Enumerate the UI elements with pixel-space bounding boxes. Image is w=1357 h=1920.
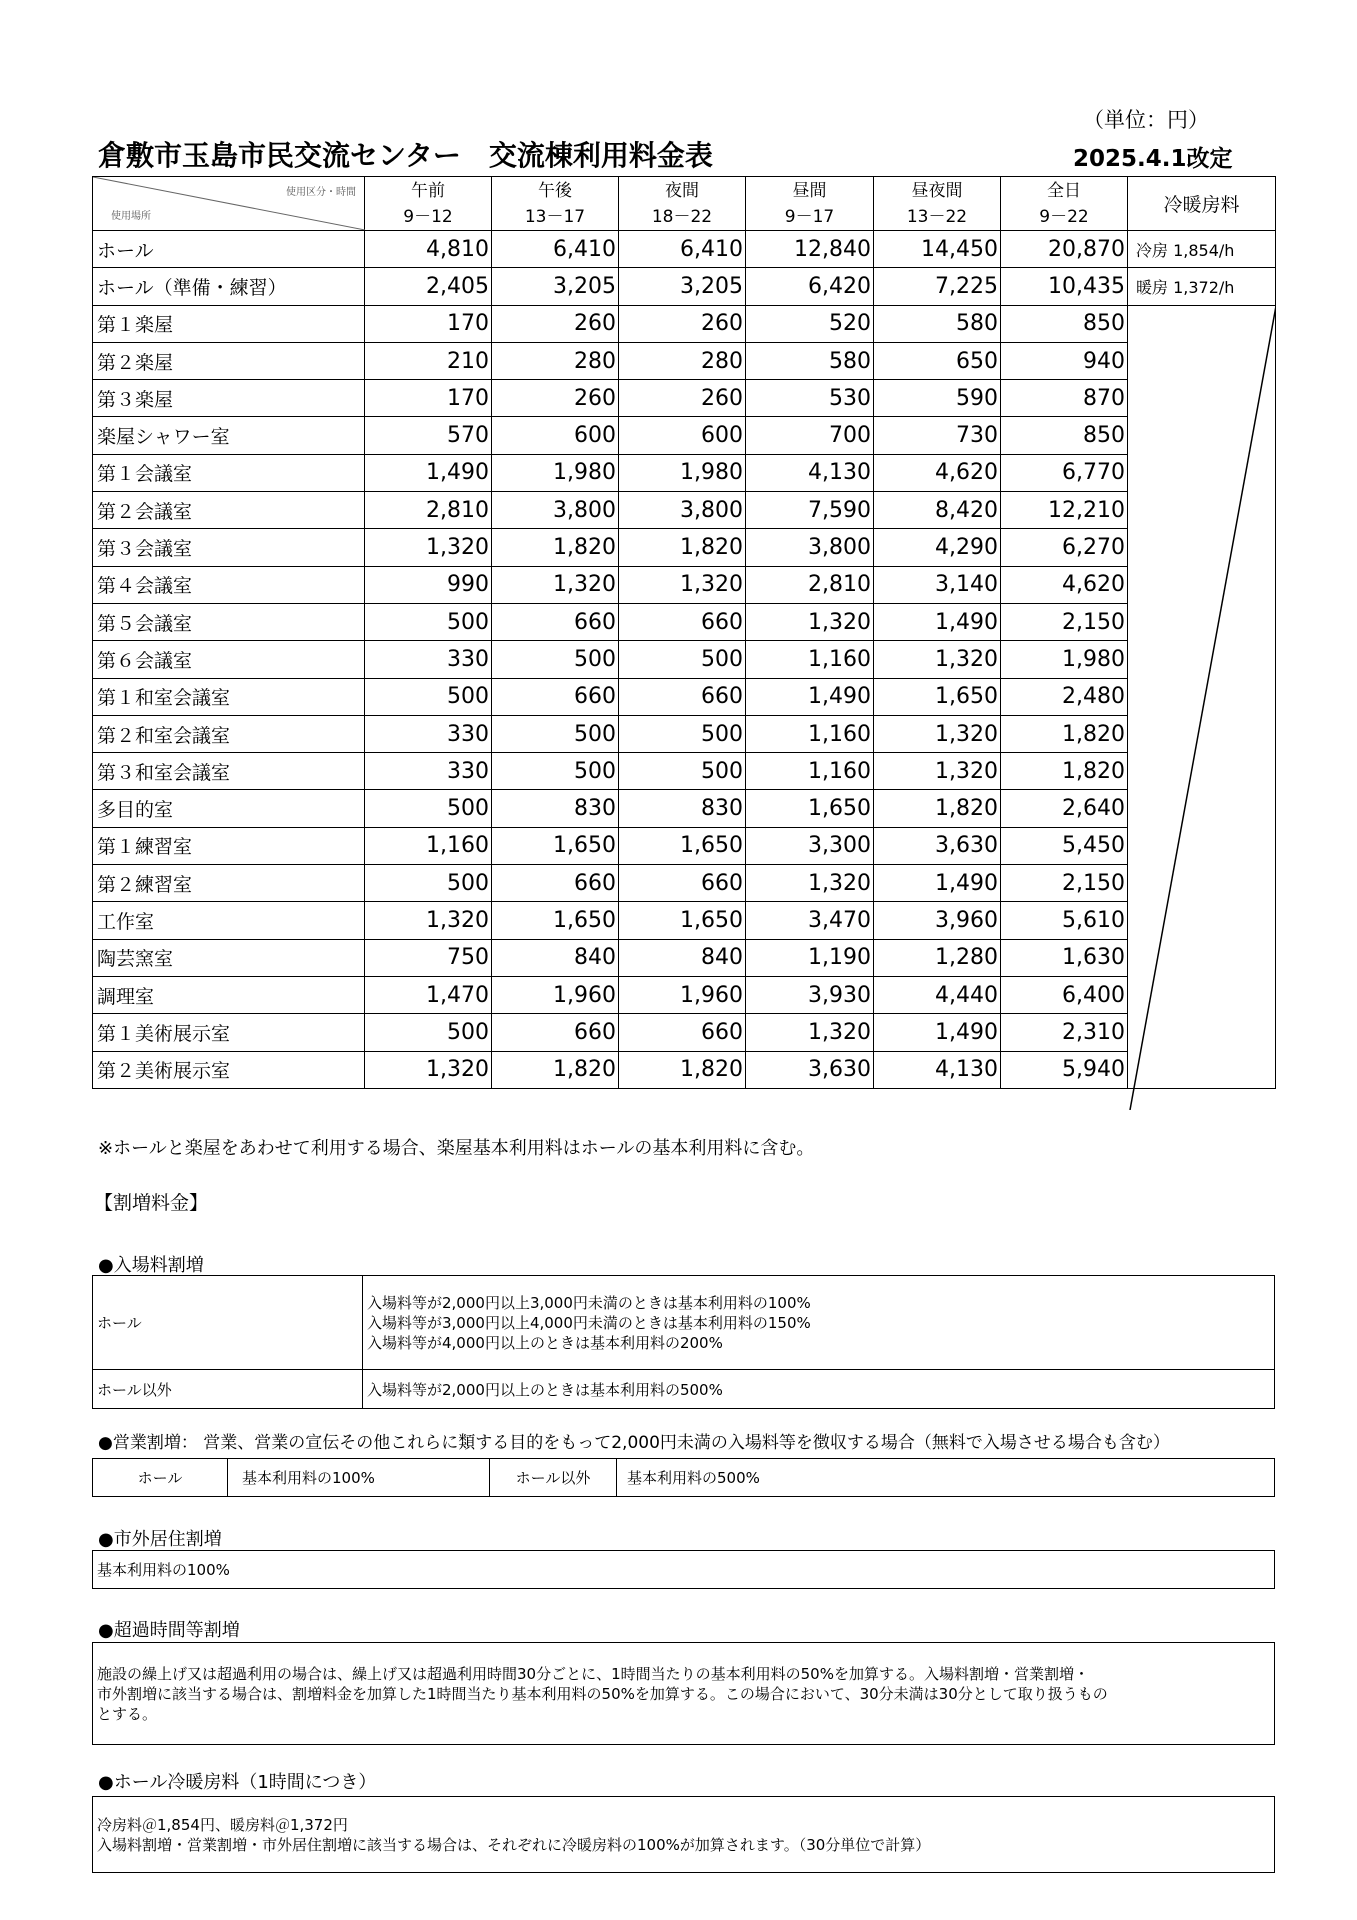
fee-cell: 1,820 <box>1001 715 1128 752</box>
fee-cell: 1,160 <box>746 753 874 790</box>
fee-cell: 500 <box>365 865 492 902</box>
fee-cell: 5,940 <box>1001 1051 1128 1088</box>
corner-bottom-label: 使用場所 <box>111 211 151 222</box>
fee-cell: 3,470 <box>746 902 874 939</box>
table-row <box>93 342 1276 379</box>
fee-cell: 1,820 <box>874 790 1001 827</box>
table-row <box>93 865 1276 902</box>
fee-cell: 1,160 <box>746 715 874 752</box>
corner-top-label: 使用区分・時間 <box>286 187 356 198</box>
overtime-surcharge-title: ●超過時間等割増 <box>98 1620 240 1641</box>
table-row <box>93 1459 1275 1497</box>
business-surcharge-table <box>92 1458 1275 1497</box>
room-name: 調理室 <box>93 976 365 1013</box>
fee-cell: 1,320 <box>746 865 874 902</box>
outside-surcharge-value: 基本利用料の100% <box>93 1551 1275 1589</box>
room-name: 第５会議室 <box>93 603 365 640</box>
fee-cell: 4,290 <box>874 529 1001 566</box>
fee-cell: 580 <box>746 342 874 379</box>
fee-cell: 1,820 <box>1001 753 1128 790</box>
fee-cell: 1,160 <box>746 641 874 678</box>
table-row <box>93 417 1276 454</box>
fee-cell: 3,300 <box>746 827 874 864</box>
table-row <box>93 1551 1275 1589</box>
fee-cell: 570 <box>365 417 492 454</box>
revision-date: 2025.4.1改定 <box>1073 146 1233 172</box>
fee-cell: 1,650 <box>492 902 619 939</box>
fee-cell: 6,270 <box>1001 529 1128 566</box>
table-row <box>93 492 1276 529</box>
fee-cell: 660 <box>619 603 746 640</box>
fee-cell: 4,130 <box>874 1051 1001 1088</box>
table-row <box>93 1051 1276 1088</box>
fee-cell: 7,225 <box>874 268 1001 305</box>
fee-cell: 520 <box>746 305 874 342</box>
room-name: 工作室 <box>93 902 365 939</box>
col-header-2: 夜間 18－22 <box>619 177 746 231</box>
fee-cell: 580 <box>874 305 1001 342</box>
table-row <box>93 976 1276 1013</box>
fee-cell: 3,960 <box>874 902 1001 939</box>
fee-cell: 1,280 <box>874 939 1001 976</box>
fee-cell: 1,820 <box>619 1051 746 1088</box>
corner-cell <box>93 177 365 231</box>
fee-cell: 6,420 <box>746 268 874 305</box>
col-header-3: 昼間 9－17 <box>746 177 874 231</box>
fee-cell: 6,410 <box>619 231 746 268</box>
fee-cell: 3,800 <box>619 492 746 529</box>
overtime-surcharge-text: 施設の繰上げ又は超過利用の場合は、繰上げ又は超過利用時間30分ごとに、1時間当たりの基本利用料の50%を加算する。入場料割増・営業割増・ 市外割増に該当する場合は、割増料金を加算した1時間当たり基本利用料の50%を加算する。この場合において、30分未満は30分として取り扱うもの とする。 <box>93 1643 1275 1745</box>
fee-cell: 3,205 <box>492 268 619 305</box>
admission-other-rule: 入場料等が2,000円以上のときは基本利用料の500% <box>363 1370 1275 1409</box>
table-row <box>93 305 1276 342</box>
fee-cell: 4,620 <box>1001 566 1128 603</box>
fee-cell: 500 <box>492 715 619 752</box>
table-row <box>93 268 1276 305</box>
ac-cooling-fee: 冷房 1,854/h <box>1128 231 1276 268</box>
overtime-surcharge-table <box>92 1642 1275 1745</box>
fee-cell: 210 <box>365 342 492 379</box>
ac-not-applicable-cell <box>1128 305 1276 1088</box>
business-other-label: ホール以外 <box>490 1459 617 1497</box>
page-title: 倉敷市玉島市民交流センター 交流棟利用料金表 <box>98 139 713 172</box>
fee-cell: 1,650 <box>619 827 746 864</box>
col-header-0: 午前 9－12 <box>365 177 492 231</box>
room-name: 第３会議室 <box>93 529 365 566</box>
fee-cell: 3,800 <box>746 529 874 566</box>
col-header-4: 昼夜間 13－22 <box>874 177 1001 231</box>
fee-cell: 650 <box>874 342 1001 379</box>
table-row <box>93 1370 1275 1409</box>
fee-cell: 1,470 <box>365 976 492 1013</box>
fee-cell: 1,650 <box>874 678 1001 715</box>
fee-cell: 260 <box>619 305 746 342</box>
fee-cell: 3,630 <box>874 827 1001 864</box>
fee-cell: 1,650 <box>619 902 746 939</box>
fee-table <box>92 176 1276 1089</box>
fee-cell: 840 <box>619 939 746 976</box>
fee-cell: 1,960 <box>492 976 619 1013</box>
fee-cell: 6,410 <box>492 231 619 268</box>
ac-header: 冷暖房料 <box>1128 177 1276 231</box>
fee-cell: 990 <box>365 566 492 603</box>
fee-cell: 1,320 <box>365 529 492 566</box>
table-row <box>93 678 1276 715</box>
fee-cell: 600 <box>492 417 619 454</box>
fee-cell: 1,490 <box>874 865 1001 902</box>
admission-surcharge-table <box>92 1275 1275 1409</box>
fee-cell: 2,405 <box>365 268 492 305</box>
room-name: 第２練習室 <box>93 865 365 902</box>
business-hall-value: 基本利用料の100% <box>228 1459 490 1497</box>
fee-cell: 3,930 <box>746 976 874 1013</box>
room-name: 第２美術展示室 <box>93 1051 365 1088</box>
fee-cell: 8,420 <box>874 492 1001 529</box>
fee-cell: 940 <box>1001 342 1128 379</box>
ac-heating-fee: 暖房 1,372/h <box>1128 268 1276 305</box>
fee-cell: 4,620 <box>874 454 1001 491</box>
room-name: 第３和室会議室 <box>93 753 365 790</box>
fee-cell: 1,980 <box>492 454 619 491</box>
fee-cell: 7,590 <box>746 492 874 529</box>
fee-cell: 330 <box>365 715 492 752</box>
fee-cell: 6,400 <box>1001 976 1128 1013</box>
room-name: 第６会議室 <box>93 641 365 678</box>
hall-ac-fee-table <box>92 1796 1275 1873</box>
fee-cell: 2,640 <box>1001 790 1128 827</box>
fee-cell: 10,435 <box>1001 268 1128 305</box>
fee-cell: 500 <box>619 753 746 790</box>
fee-cell: 170 <box>365 380 492 417</box>
fee-cell: 6,770 <box>1001 454 1128 491</box>
fee-cell: 590 <box>874 380 1001 417</box>
fee-cell: 700 <box>746 417 874 454</box>
diagonal-line <box>1128 306 1276 1110</box>
fee-cell: 1,190 <box>746 939 874 976</box>
admission-surcharge-title: ●入場料割増 <box>98 1255 204 1276</box>
room-name: 第１和室会議室 <box>93 678 365 715</box>
business-surcharge-title: ●営業割増： 営業、営業の宣伝その他これらに類する目的をもって2,000円未満の入場料等を徴収する場合（無料で入場させる場合も含む） <box>98 1433 1170 1453</box>
fee-cell: 830 <box>492 790 619 827</box>
fee-cell: 500 <box>492 753 619 790</box>
admission-other-label: ホール以外 <box>93 1370 363 1409</box>
table-row <box>93 753 1276 790</box>
fee-cell: 280 <box>619 342 746 379</box>
fee-cell: 500 <box>619 715 746 752</box>
fee-cell: 5,610 <box>1001 902 1128 939</box>
fee-cell: 850 <box>1001 417 1128 454</box>
fee-cell: 20,870 <box>1001 231 1128 268</box>
fee-cell: 3,630 <box>746 1051 874 1088</box>
room-name: 第１会議室 <box>93 454 365 491</box>
fee-cell: 660 <box>492 678 619 715</box>
fee-cell: 500 <box>619 641 746 678</box>
outside-surcharge-table <box>92 1550 1275 1589</box>
table-row <box>93 827 1276 864</box>
fee-cell: 750 <box>365 939 492 976</box>
fee-cell: 1,320 <box>365 1051 492 1088</box>
fee-cell: 260 <box>492 305 619 342</box>
admission-hall-rules: 入場料等が2,000円以上3,000円未満のときは基本利用料の100% 入場料等が3,000円以上4,000円未満のときは基本利用料の150% 入場料等が4,000円以上のときは基本利用料の200% <box>363 1276 1275 1370</box>
fee-cell: 5,450 <box>1001 827 1128 864</box>
fee-cell: 2,810 <box>746 566 874 603</box>
fee-cell: 1,650 <box>492 827 619 864</box>
fee-cell: 2,150 <box>1001 603 1128 640</box>
room-name: 陶芸窯室 <box>93 939 365 976</box>
fee-cell: 4,130 <box>746 454 874 491</box>
room-name: 第４会議室 <box>93 566 365 603</box>
fee-cell: 660 <box>492 603 619 640</box>
room-name: 第２会議室 <box>93 492 365 529</box>
fee-cell: 3,205 <box>619 268 746 305</box>
table-row <box>93 454 1276 491</box>
fee-cell: 2,810 <box>365 492 492 529</box>
fee-cell: 500 <box>365 678 492 715</box>
fee-cell: 1,320 <box>365 902 492 939</box>
fee-cell: 4,440 <box>874 976 1001 1013</box>
fee-cell: 330 <box>365 753 492 790</box>
table-row <box>93 603 1276 640</box>
fee-cell: 1,490 <box>365 454 492 491</box>
room-name: 楽屋シャワー室 <box>93 417 365 454</box>
fee-cell: 330 <box>365 641 492 678</box>
fee-cell: 1,490 <box>874 1014 1001 1051</box>
fee-cell: 660 <box>619 865 746 902</box>
col-header-5: 全日 9－22 <box>1001 177 1128 231</box>
fee-cell: 660 <box>619 678 746 715</box>
fee-cell: 1,960 <box>619 976 746 1013</box>
room-name: 第３楽屋 <box>93 380 365 417</box>
fee-cell: 3,140 <box>874 566 1001 603</box>
fee-cell: 850 <box>1001 305 1128 342</box>
unit-label: （単位：円） <box>1083 108 1209 132</box>
fee-cell: 660 <box>492 865 619 902</box>
table-row <box>93 231 1276 268</box>
table-row <box>93 1643 1275 1745</box>
col-header-1: 午後 13－17 <box>492 177 619 231</box>
fee-cell: 840 <box>492 939 619 976</box>
fee-cell: 2,310 <box>1001 1014 1128 1051</box>
room-name: 第１練習室 <box>93 827 365 864</box>
table-row <box>93 939 1276 976</box>
fee-cell: 1,980 <box>619 454 746 491</box>
fee-cell: 3,800 <box>492 492 619 529</box>
fee-cell: 1,320 <box>746 603 874 640</box>
fee-cell: 1,490 <box>874 603 1001 640</box>
fee-cell: 660 <box>492 1014 619 1051</box>
table-row <box>93 566 1276 603</box>
admission-hall-label: ホール <box>93 1276 363 1370</box>
fee-cell: 1,320 <box>619 566 746 603</box>
fee-cell: 1,630 <box>1001 939 1128 976</box>
hall-dressing-room-note: ※ホールと楽屋をあわせて利用する場合、楽屋基本利用料はホールの基本利用料に含む。 <box>98 1138 815 1159</box>
room-name: 第２和室会議室 <box>93 715 365 752</box>
table-row <box>93 1797 1275 1873</box>
fee-cell: 1,650 <box>746 790 874 827</box>
fee-cell: 1,980 <box>1001 641 1128 678</box>
fee-cell: 500 <box>365 1014 492 1051</box>
fee-cell: 1,320 <box>874 715 1001 752</box>
room-name: ホール（準備・練習） <box>93 268 365 305</box>
table-row <box>93 529 1276 566</box>
room-name: ホール <box>93 231 365 268</box>
fee-cell: 500 <box>492 641 619 678</box>
hall-ac-fee-title: ●ホール冷暖房料（1時間につき） <box>98 1772 377 1793</box>
fee-cell: 4,810 <box>365 231 492 268</box>
fee-cell: 12,210 <box>1001 492 1128 529</box>
fee-cell: 170 <box>365 305 492 342</box>
business-hall-label: ホール <box>93 1459 228 1497</box>
fee-cell: 1,490 <box>746 678 874 715</box>
fee-cell: 1,820 <box>492 529 619 566</box>
fee-cell: 530 <box>746 380 874 417</box>
fee-cell: 830 <box>619 790 746 827</box>
fee-cell: 600 <box>619 417 746 454</box>
table-row <box>93 790 1276 827</box>
fee-cell: 1,320 <box>492 566 619 603</box>
fee-cell: 730 <box>874 417 1001 454</box>
business-other-value: 基本利用料の500% <box>617 1459 1275 1497</box>
fee-table-header <box>93 177 1276 231</box>
surcharge-title: 【割増料金】 <box>94 1192 209 1214</box>
fee-cell: 870 <box>1001 380 1128 417</box>
fee-cell: 500 <box>365 603 492 640</box>
room-name: 多目的室 <box>93 790 365 827</box>
fee-cell: 1,820 <box>619 529 746 566</box>
hall-ac-fee-text: 冷房料＠1,854円、暖房料＠1,372円 入場料割増・営業割増・市外居住割増に該当する場合は、それぞれに冷暖房料の100%が加算されます。（30分単位で計算） <box>93 1797 1275 1873</box>
room-name: 第１楽屋 <box>93 305 365 342</box>
table-row <box>93 380 1276 417</box>
table-row <box>93 641 1276 678</box>
fee-cell: 1,320 <box>874 641 1001 678</box>
fee-cell: 260 <box>619 380 746 417</box>
fee-cell: 660 <box>619 1014 746 1051</box>
outside-surcharge-title: ●市外居住割増 <box>98 1529 222 1550</box>
fee-cell: 14,450 <box>874 231 1001 268</box>
fee-cell: 1,320 <box>746 1014 874 1051</box>
room-name: 第１美術展示室 <box>93 1014 365 1051</box>
table-row <box>93 1276 1275 1370</box>
fee-cell: 2,480 <box>1001 678 1128 715</box>
table-row <box>93 1014 1276 1051</box>
table-row <box>93 902 1276 939</box>
room-name: 第２楽屋 <box>93 342 365 379</box>
fee-cell: 12,840 <box>746 231 874 268</box>
table-row <box>93 715 1276 752</box>
fee-cell: 280 <box>492 342 619 379</box>
fee-cell: 2,150 <box>1001 865 1128 902</box>
fee-cell: 500 <box>365 790 492 827</box>
fee-cell: 260 <box>492 380 619 417</box>
fee-cell: 1,820 <box>492 1051 619 1088</box>
fee-cell: 1,160 <box>365 827 492 864</box>
fee-cell: 1,320 <box>874 753 1001 790</box>
